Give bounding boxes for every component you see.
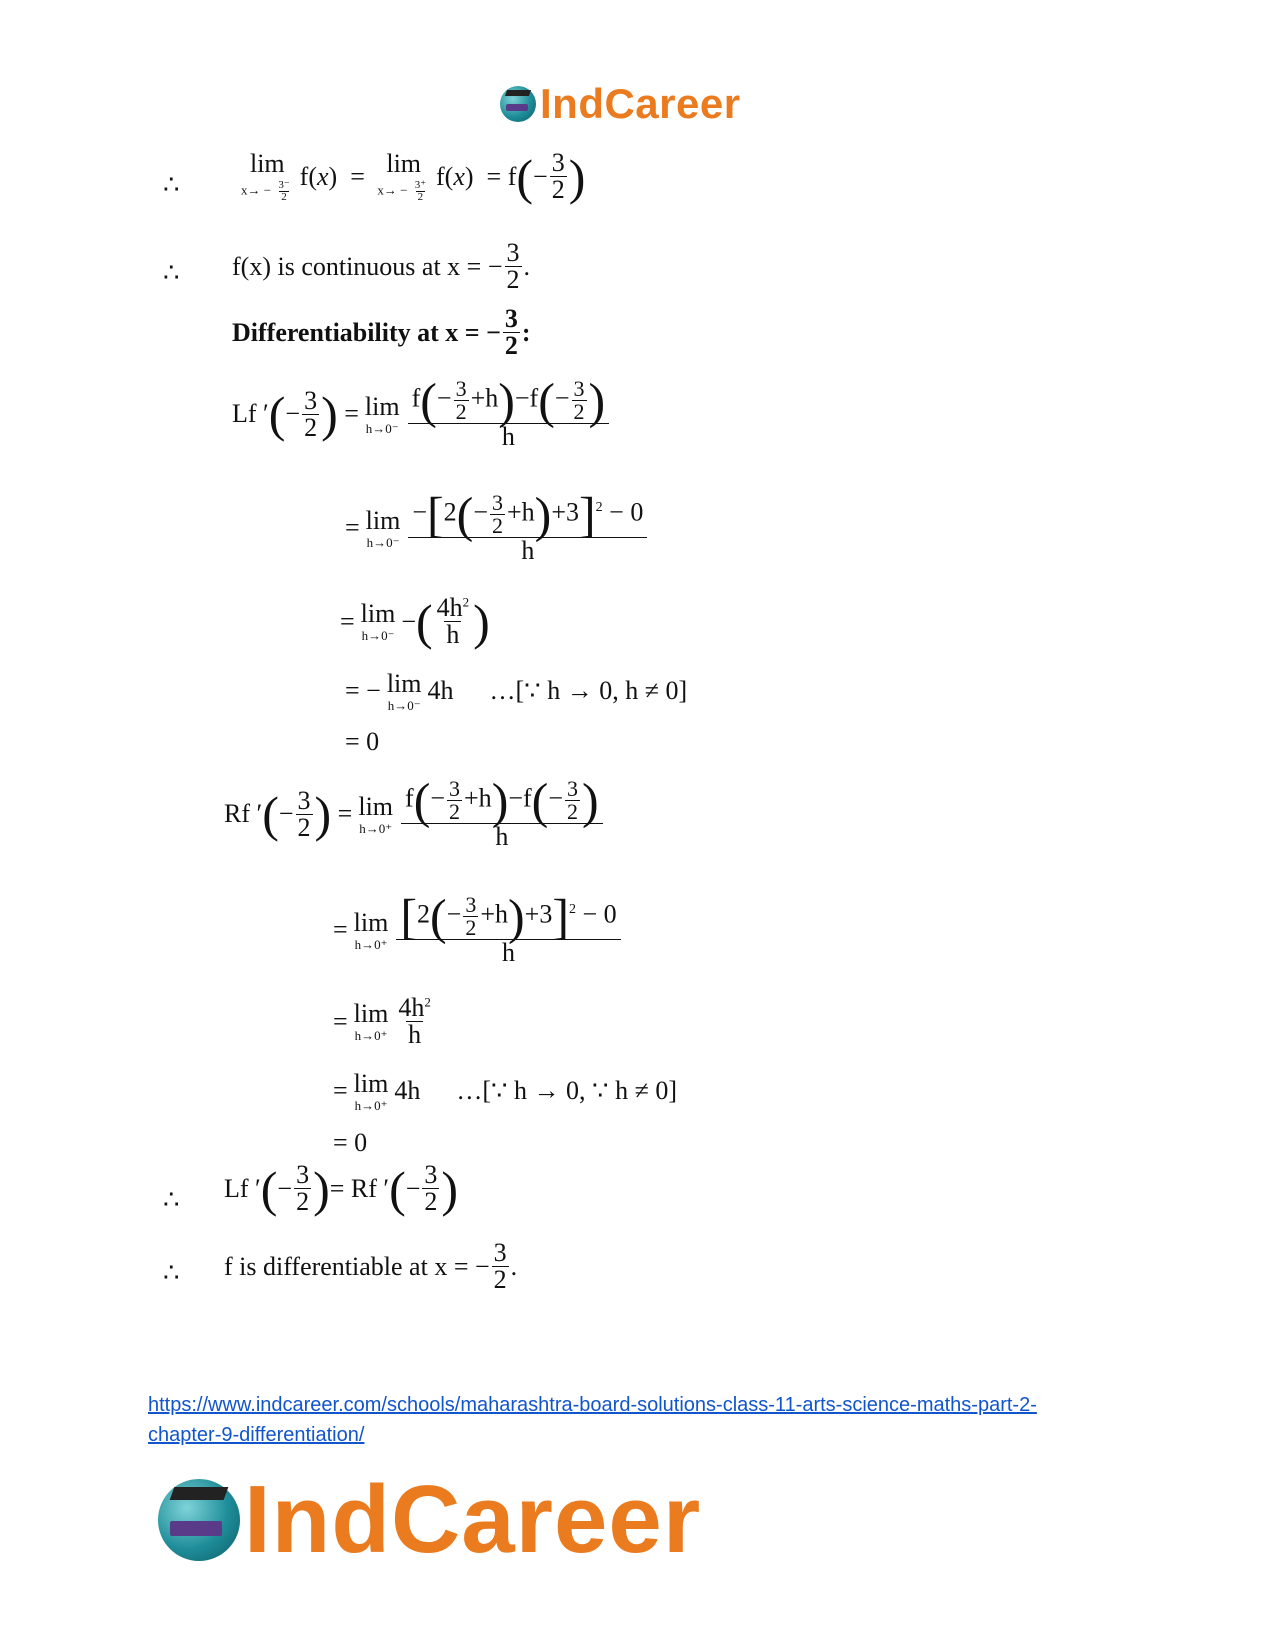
differentiability-conclusion: f is differentiable at x = − $\frac{3}{2}$ . bbox=[224, 1238, 518, 1294]
right-derivative-step-3: = lim h→0⁺ 4h …[∵ h → 0, ∵ h ≠ 0] bbox=[333, 1069, 678, 1114]
left-derivative-step-2: = lim h→0⁻ − ( $\frac{4h^2}{h}$ ) bbox=[340, 593, 490, 650]
left-derivative-step-1: = lim h→0⁻ −[2(− $\frac{3}{2}$ +h)+3]$^2$ − 0 h bbox=[345, 492, 647, 564]
limits-equality: lim x→ − $\frac{3^-}{2}$ f(x) = lim x→ − $\frac{3^+}{2}$ f(x) = f ( − $\frac{3}{2}$ ) bbox=[241, 148, 586, 205]
brand-name-bottom: IndCareer bbox=[244, 1466, 702, 1573]
therefore-symbol: ∴ bbox=[163, 258, 180, 287]
right-derivative-definition: Rf ′ ( − $\frac{3}{2}$ ) = lim h→0⁺ f(− $\frac{3}{2}$ +h)−f(− $\frac{3}{2}$ ) h bbox=[224, 778, 603, 850]
therefore-symbol: ∴ bbox=[163, 170, 180, 199]
globe-icon bbox=[158, 1479, 240, 1561]
left-derivative-definition: Lf ′ ( − $\frac{3}{2}$ ) = lim h→0⁻ f(− $\frac{3}{2}$ +h)−f(− $\frac{3}{2}$ ) h bbox=[232, 378, 609, 450]
therefore-symbol: ∴ bbox=[163, 1185, 180, 1214]
right-derivative-step-1: = lim h→0⁺ [2(− $\frac{3}{2}$ +h)+3]$^2$ − 0 h bbox=[333, 894, 621, 966]
left-derivative-step-3: = − lim h→0⁻ 4h …[∵ h → 0, h ≠ 0] bbox=[345, 669, 688, 714]
right-derivative-step-2: = lim h→0⁺ $\frac{4h^2}{h}$ bbox=[333, 993, 431, 1049]
indcareer-logo-bottom bbox=[158, 1465, 701, 1575]
source-url-link[interactable]: https://www.indcareer.com/schools/maharashtra-board-solutions-class-11-arts-science-maths-part-2-chapter-9-differentiation/ bbox=[148, 1394, 1037, 1446]
continuity-statement: f(x) is continuous at x = − $\frac{3}{2}$ . bbox=[232, 238, 531, 294]
therefore-symbol: ∴ bbox=[163, 1258, 180, 1287]
left-derivative-result: = 0 bbox=[345, 727, 380, 756]
right-derivative-result: = 0 bbox=[333, 1128, 368, 1157]
globe-icon bbox=[500, 86, 536, 122]
derivatives-equal: Lf ′ ( − $\frac{3}{2}$ ) = Rf ′ ( − $\frac{3}{2}$ ) bbox=[224, 1160, 459, 1217]
indcareer-logo-top bbox=[500, 80, 741, 128]
brand-name-top: IndCareer bbox=[540, 80, 741, 127]
differentiability-heading: Differentiability at x = − $\frac{3}{2}$ : bbox=[232, 304, 531, 360]
